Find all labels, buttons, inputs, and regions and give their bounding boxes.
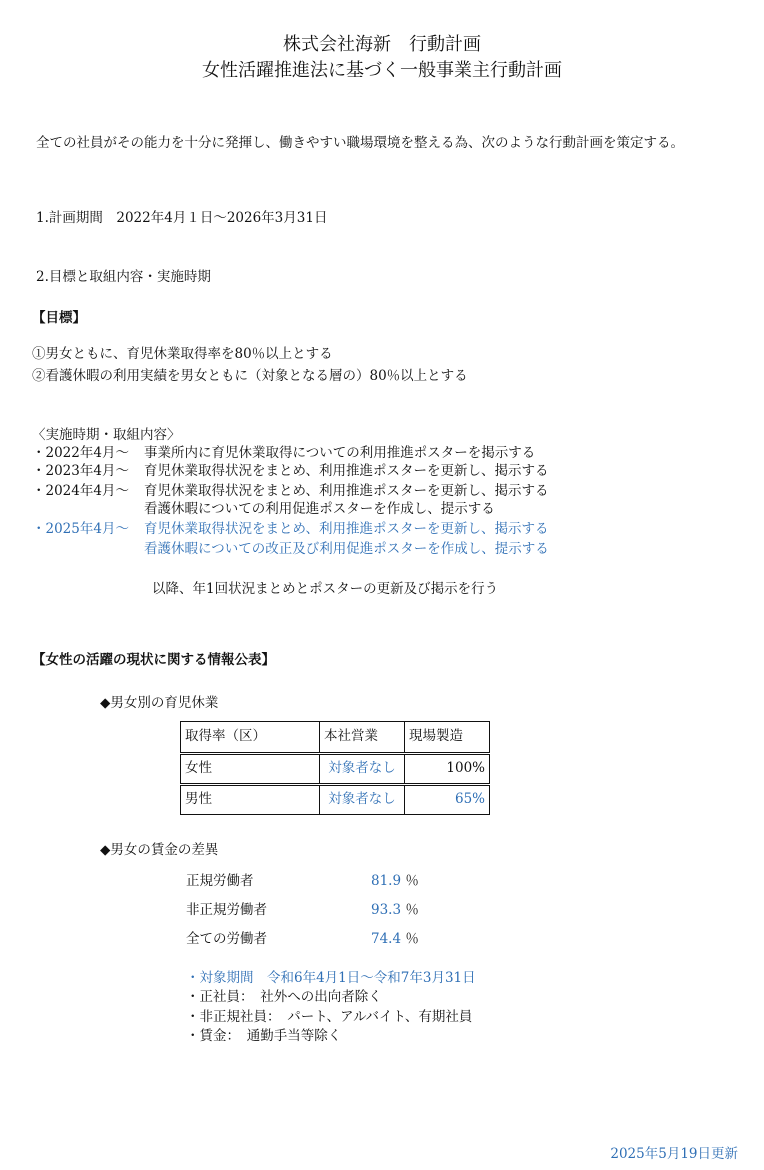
goal-item-1: ①男女ともに、育児休業取得率を80％以上とする bbox=[32, 346, 333, 362]
implementation-row bbox=[32, 523, 548, 537]
wage-value: 93.3 bbox=[371, 902, 402, 918]
note-item: ・賃金： 通勤手当等除く bbox=[186, 1028, 342, 1044]
leave-table bbox=[180, 721, 490, 815]
implementation-date: ・2022年4月～ bbox=[32, 445, 129, 461]
wage-unit: ％ bbox=[405, 931, 419, 947]
column-header: 取得率（区） bbox=[181, 722, 320, 754]
implementation-text: 育児休業取得状況をまとめ、利用推進ポスターを更新し、掲示する bbox=[144, 483, 549, 499]
note-item: ・非正規社員： パート、アルバイト、有期社員 bbox=[186, 1009, 473, 1025]
implementation-subtext: 看護休暇についての改正及び利用促進ポスターを作成し、提示する bbox=[144, 541, 549, 557]
wage-heading: ◆男女の賃金の差異 bbox=[100, 842, 219, 858]
hq-value: 対象者なし bbox=[320, 754, 405, 785]
site-value: 65% bbox=[405, 785, 490, 815]
wage-label: 全ての労働者 bbox=[186, 931, 267, 947]
women-info-heading: 【女性の活躍の現状に関する情報公表】 bbox=[32, 652, 275, 668]
implementation-heading: 〈実施時期・取組内容〉 bbox=[32, 427, 181, 443]
implementation-text: 事業所内に育児休業取得についての利用推進ポスターを掲示する bbox=[144, 445, 536, 461]
wage-unit: ％ bbox=[405, 873, 419, 889]
row-label: 女性 bbox=[181, 754, 320, 785]
note-item: ・正社員： 社外への出向者除く bbox=[186, 989, 382, 1005]
column-header: 本社営業 bbox=[320, 722, 405, 754]
page-title: 株式会社海新 行動計画 bbox=[283, 34, 481, 55]
implementation-text: 育児休業取得状況をまとめ、利用推進ポスターを更新し、掲示する bbox=[144, 521, 549, 537]
implementation-row bbox=[32, 447, 535, 461]
wage-value: 81.9 bbox=[371, 873, 402, 889]
section2-title: 2.目標と取組内容・実施時期 bbox=[36, 269, 211, 285]
wage-unit: ％ bbox=[405, 902, 419, 918]
wage-value: 74.4 bbox=[371, 931, 402, 947]
implementation-subtext: 看護休暇についての利用促進ポスターを作成し、提示する bbox=[144, 501, 495, 517]
hq-value: 対象者なし bbox=[320, 785, 405, 815]
note-item: ・対象期間 令和6年4月1日～令和7年3月31日 bbox=[186, 970, 476, 986]
site-value: 100% bbox=[405, 754, 490, 785]
wage-value-row bbox=[371, 875, 419, 889]
table-header-row bbox=[181, 722, 490, 754]
table-row bbox=[181, 754, 490, 785]
plan-period: 1.計画期間 2022年4月１日～2026年3月31日 bbox=[36, 210, 328, 226]
intro-text: 全ての社員がその能力を十分に発揮し、働きやすい職場環境を整える為、次のような行動計画を策定する。 bbox=[36, 135, 684, 151]
implementation-row bbox=[32, 465, 548, 479]
goal-item-2: ②看護休暇の利用実績を男女ともに（対象となる層の）80％以上とする bbox=[32, 368, 468, 384]
implementation-date: ・2025年4月～ bbox=[32, 521, 129, 537]
wage-label: 正規労働者 bbox=[186, 873, 254, 889]
column-header: 現場製造 bbox=[405, 722, 490, 754]
implementation-date: ・2024年4月～ bbox=[32, 483, 129, 499]
implementation-text: 育児休業取得状況をまとめ、利用推進ポスターを更新し、掲示する bbox=[144, 463, 549, 479]
updated-date: 2025年5月19日更新 bbox=[610, 1146, 738, 1162]
implementation-footer: 以降、年1回状況まとめとポスターの更新及び掲示を行う bbox=[152, 581, 499, 597]
goals-heading: 【目標】 bbox=[32, 310, 86, 326]
leave-heading: ◆男女別の育児休業 bbox=[100, 695, 219, 711]
implementation-row bbox=[32, 485, 548, 499]
implementation-date: ・2023年4月～ bbox=[32, 463, 129, 479]
table-row bbox=[181, 785, 490, 815]
wage-value-row bbox=[371, 933, 419, 947]
wage-label: 非正規労働者 bbox=[186, 902, 267, 918]
row-label: 男性 bbox=[181, 785, 320, 815]
page-subtitle: 女性活躍推進法に基づく一般事業主行動計画 bbox=[202, 60, 562, 81]
wage-value-row bbox=[371, 904, 419, 918]
